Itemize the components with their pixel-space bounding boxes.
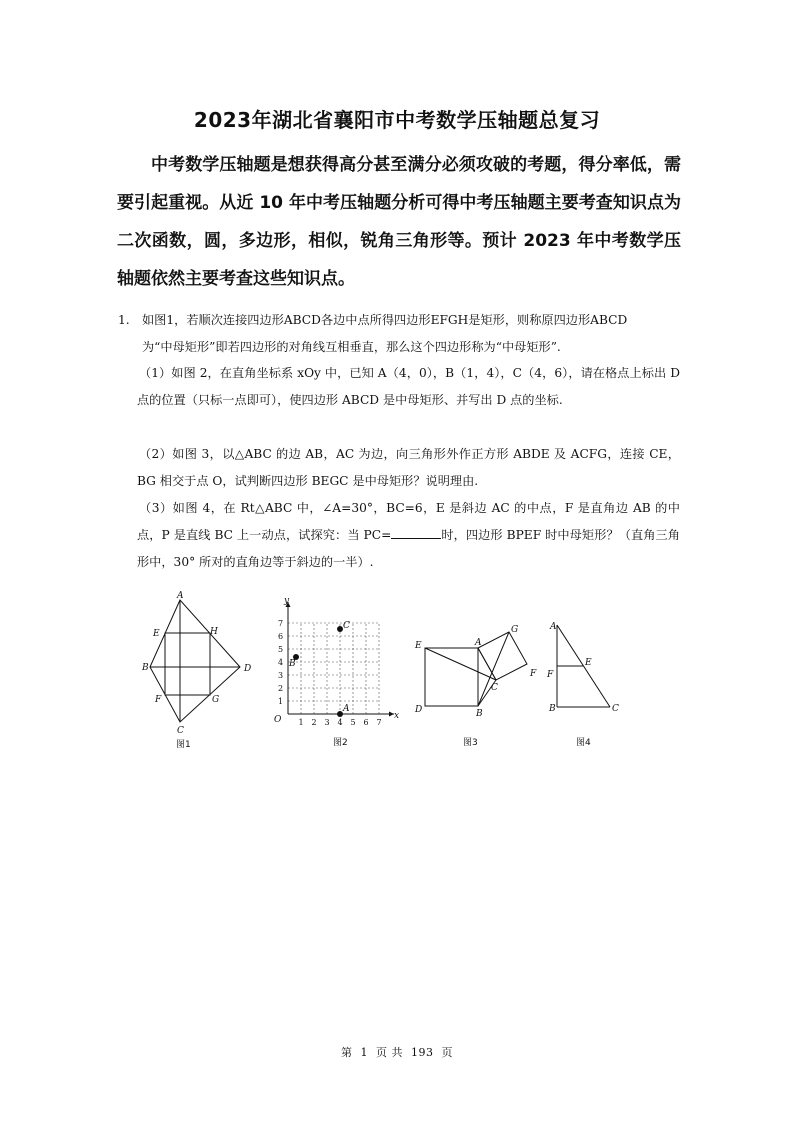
question-line-2: 为“中母矩形”即若四边形的对角线互相垂直，那么这个四边形称为“中母矩形”.	[142, 340, 561, 354]
fig3-segment-ce	[425, 648, 496, 680]
fig1-label-f: F	[155, 695, 162, 705]
figure-1	[140, 592, 260, 752]
fig2-x-tick-label: 6	[363, 718, 369, 727]
sub-question-2: （2）如图 3，以△ABC 的边 AB，AC 为边，向三角形外作正方形 ABDE 及 ACFG，连接 CE，BG 相交于点 O，试判断四边形 BEGC 是中母矩形？说明理由.	[137, 447, 680, 488]
fig2-x-tick-label: 1	[298, 718, 304, 727]
fig2-y-tick-label: 5	[278, 645, 284, 654]
fig2-y-tick-label: 2	[278, 684, 284, 693]
fig2-y-tick-label: 3	[278, 671, 284, 680]
fig3-square-acfg	[478, 632, 527, 680]
fig1-label-e: E	[153, 629, 160, 639]
figure-3	[410, 620, 550, 752]
fig2-y-tick-label: 6	[278, 632, 284, 641]
question-number: 1.	[118, 313, 130, 327]
fig3-square-abde	[425, 648, 478, 706]
fig2-y-tick-label: 7	[278, 619, 284, 628]
fig4-label-c: C	[612, 704, 619, 714]
fig3-label-a: A	[475, 638, 482, 648]
fig4-label-b: B	[549, 704, 556, 714]
fig1-label-a: A	[177, 591, 184, 601]
page-footer	[0, 1044, 794, 1060]
fig1-label-g: G	[212, 695, 220, 705]
fig2-x-tick-label: 5	[350, 718, 356, 727]
fig2-label-a: A	[343, 704, 350, 714]
footer-total-pages: 193	[411, 1046, 434, 1059]
fig2-label-b: B	[289, 659, 296, 669]
fig2-y-tick-label: 4	[278, 658, 284, 667]
fig1-label-d: D	[244, 664, 252, 674]
footer-suffix: 页	[441, 1046, 453, 1059]
fig3-label-b: B	[476, 709, 483, 719]
fig3-label-c: C	[491, 683, 498, 693]
answer-blank	[391, 526, 441, 539]
question-1-stem	[118, 307, 680, 361]
fig4-label-a: A	[550, 622, 557, 632]
fig2-x-tick-label: 3	[324, 718, 330, 727]
fig2-origin-label: O	[274, 715, 282, 725]
fig2-label-c: C	[343, 621, 350, 631]
sub-question-3	[137, 495, 680, 576]
fig1-quad-abcd	[150, 600, 240, 722]
fig3-segment-bg	[478, 632, 509, 706]
fig1-label-c: C	[177, 726, 184, 736]
document-title: 2023年湖北省襄阳市中考数学压轴题总复习	[193, 108, 601, 132]
fig1-label-b: B	[142, 663, 149, 673]
fig2-x-tick-label: 7	[376, 718, 382, 727]
fig3-label-g: G	[511, 625, 519, 635]
fig3-label-f: F	[530, 669, 537, 679]
fig1-caption: 图1	[176, 740, 191, 750]
fig2-axis-y-label: y	[284, 596, 290, 606]
fig3-label-e: E	[415, 641, 422, 651]
fig3-side-ac	[478, 648, 496, 680]
fig2-y-tick-label: 1	[278, 697, 284, 706]
figure-4	[545, 615, 635, 752]
fig3-caption: 图3	[463, 738, 478, 748]
fig1-label-h: H	[210, 627, 218, 637]
sub-question-3-part-a: （3）如图 4，在 Rt△ABC 中，∠A=30°，BC=6，E 是斜边 AC 的中点，F 是直角边 AB 的中点，P 是直线 BC 上一动点，试探究：当 PC=	[137, 501, 680, 542]
fig2-x-tick-label: 4	[337, 718, 343, 727]
sub-question-1: （1）如图 2，在直角坐标系 xOy 中，已知 A（4，0），B（1，4），C（4，6），请在格点上标出 D 点的位置（只标一点即可），使四边形 ABCD 是中母矩形、并写出 D 点的坐标.	[137, 366, 680, 407]
question-line-1: 如图1，若顺次连接四边形ABCD各边中点所得四边形EFGH是矩形，则称原四边形ABCD	[142, 313, 628, 327]
sub-question-3-part-b: 时，四边形 BPEF 时中母矩形？（直角三角形中，30° 所对的直角边等于斜边的一半）.	[137, 528, 680, 569]
footer-page-number: 1	[360, 1046, 368, 1059]
figure-2	[270, 592, 410, 752]
fig2-axis-x-label: x	[394, 711, 400, 721]
fig2-caption: 图2	[333, 738, 348, 748]
fig1-rect-efgh	[165, 633, 210, 695]
footer-prefix: 第	[341, 1046, 353, 1059]
intro-paragraph: 中考数学压轴题是想获得高分甚至满分必须攻破的考题，得分率低，需要引起重视。从近 10 年中考压轴题分析可得中考压轴题主要考查知识点为二次函数，圆，多边形，相似，锐角三角形等。预计 2023 年中考数学压轴题依然主要考查这些知识点。	[117, 155, 681, 289]
footer-mid: 页 共	[376, 1046, 403, 1059]
fig4-label-f: F	[547, 670, 554, 680]
fig4-caption: 图4	[576, 738, 591, 748]
fig2-x-tick-label: 2	[311, 718, 317, 727]
fig3-label-d: D	[415, 705, 423, 715]
fig4-label-e: E	[585, 658, 592, 668]
